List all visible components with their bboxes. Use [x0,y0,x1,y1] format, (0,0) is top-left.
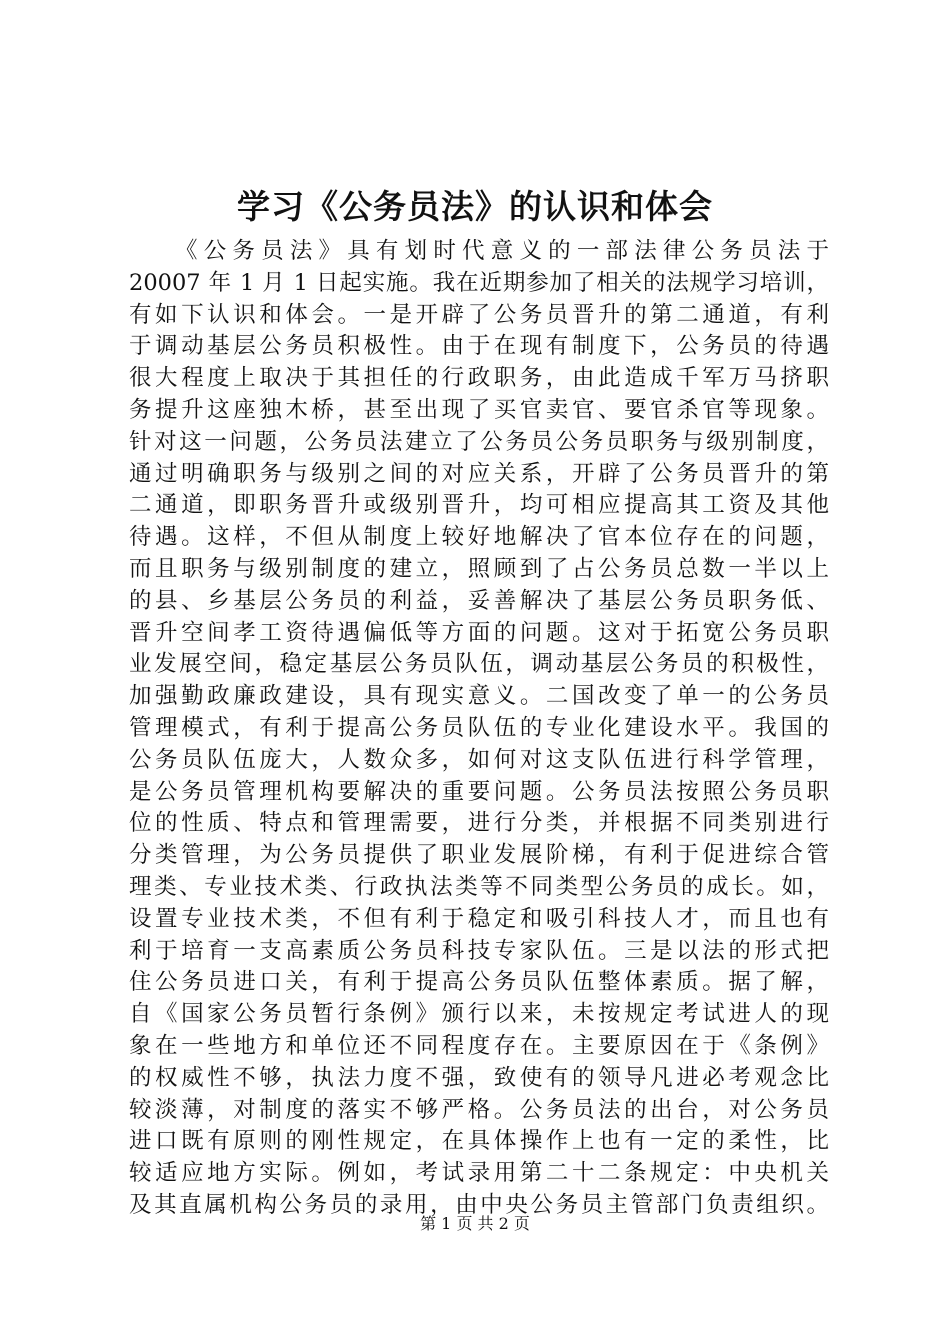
body-line: 通过明确职务与级别之间的对应关系，开辟了公务员晋升的第 [129,460,829,487]
body-line: 分类管理，为公务员提供了职业发展阶梯，有利于促进综合管 [129,842,829,869]
body-line: 二通道，即职务晋升或级别晋升，均可相应提高其工资及其他 [129,492,829,519]
body-line: 有如下认识和体会。一是开辟了公务员晋升的第二通道，有利 [129,301,829,328]
body-line: 加强勤政廉政建设，具有现实意义。二国改变了单一的公务员 [129,683,829,710]
body-line: 于调动基层公务员积极性。由于在现有制度下，公务员的待遇 [129,333,829,360]
document-title: 学习《公务员法》的认识和体会 [237,187,713,226]
body-line: 进口既有原则的刚性规定，在具体操作上也有一定的柔性，比 [129,1128,829,1155]
body-line: 业发展空间，稳定基层公务员队伍，调动基层公务员的积极性， [129,651,829,678]
body-line: 设置专业技术类，不但有利于稳定和吸引科技人才，而且也有 [129,905,829,932]
body-line: 较适应地方实际。例如，考试录用第二十二条规定：中央机关 [129,1160,829,1187]
body-line: 理类、专业技术类、行政执法类等不同类型公务员的成长。如， [129,873,829,900]
body-line: 利于培育一支高素质公务员科技专家队伍。三是以法的形式把 [129,937,829,964]
page-footer: 第 1 页 共 2 页 [420,1214,530,1233]
body-line: 晋升空间孝工资待遇偏低等方面的问题。这对于拓宽公务员职 [129,619,829,646]
body-line: 及其直属机构公务员的录用，由中央公务员主管部门负责组织。 [129,1191,829,1218]
body-line: 待遇。这样，不但从制度上较好地解决了官本位存在的问题， [129,524,829,551]
body-line: 务提升这座独木桥，甚至出现了买官卖官、要官杀官等现象。 [129,396,829,423]
body-line: 针对这一问题，公务员法建立了公务员公务员职务与级别制度， [129,428,829,455]
body-line: 住公务员进口关，有利于提高公务员队伍整体素质。据了解， [129,969,829,996]
body-line: 而且职务与级别制度的建立，照顾到了占公务员总数一半以上 [129,555,829,582]
body-line: 位的性质、特点和管理需要，进行分类，并根据不同类别进行 [129,810,829,837]
body-line: 自《国家公务员暂行条例》颁行以来，未按规定考试进人的现 [129,1001,829,1028]
body-line: 很大程度上取决于其担任的行政职务，由此造成千军万马挤职 [129,365,829,392]
body-line: 《公务员法》具有划时代意义的一部法律公务员法于 [175,238,829,264]
body-line: 管理模式，有利于提高公务员队伍的专业化建设水平。我国的 [129,714,829,741]
body-line: 公务员队伍庞大，人数众多，如何对这支队伍进行科学管理， [129,746,829,773]
body-line: 20007 年 1 月 1 日起实施。我在近期参加了相关的法规学习培训， [129,269,829,296]
body-line: 较淡薄，对制度的落实不够严格。公务员法的出台，对公务员 [129,1096,829,1123]
body-line: 是公务员管理机构要解决的重要问题。公务员法按照公务员职 [129,778,829,805]
document-body [129,236,829,1222]
body-line: 象在一些地方和单位还不同程度存在。主要原因在于《条例》 [129,1032,829,1059]
body-line: 的县、乡基层公务员的利益，妥善解决了基层公务员职务低、 [129,587,829,614]
body-line: 的权威性不够，执法力度不强，致使有的领导凡进必考观念比 [129,1064,829,1091]
